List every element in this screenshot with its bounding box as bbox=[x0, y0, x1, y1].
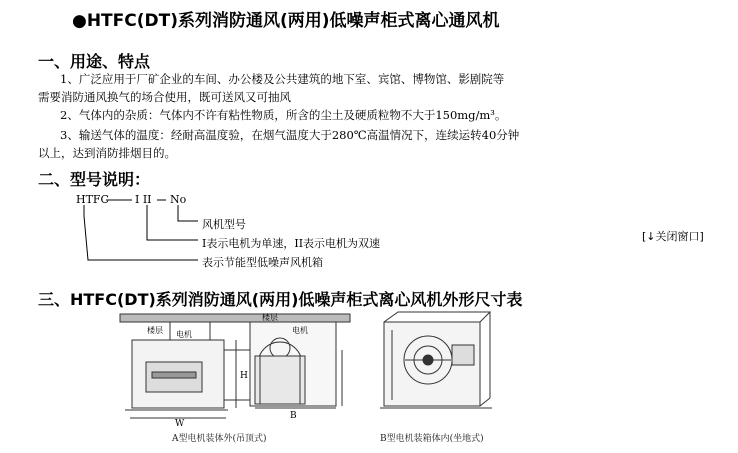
close-window-link[interactable]: [↓关闭窗口] bbox=[642, 230, 704, 243]
model-part-htfc: HTFC bbox=[76, 193, 109, 206]
section1-line-5: 以上，达到消防排烟目的。 bbox=[38, 146, 176, 160]
model-desc-3: 表示节能型低噪声风机箱 bbox=[202, 256, 323, 269]
svg-text:W: W bbox=[175, 419, 185, 429]
svg-text:电机: 电机 bbox=[292, 326, 308, 335]
model-desc-2: I表示电机为单速，II表示电机为双速 bbox=[202, 237, 381, 250]
section1-line-2: 需要消防通风换气的场合使用，既可送风又可抽风 bbox=[38, 90, 291, 104]
svg-text:H: H bbox=[240, 371, 248, 381]
svg-text:B: B bbox=[290, 411, 297, 421]
label-a-floor: 楼层 bbox=[147, 326, 163, 335]
model-desc-1: 风机型号 bbox=[202, 218, 246, 231]
svg-text:电机: 电机 bbox=[176, 330, 192, 339]
section1-heading: 一、用途、特点 bbox=[38, 52, 151, 71]
model-part-no: No bbox=[170, 193, 187, 206]
caption-a: A型电机装体外(吊顶式) bbox=[172, 434, 267, 444]
caption-b: B型电机装箱体内(坐地式) bbox=[380, 434, 484, 444]
section1-line-3: 2、气体内的杂质：气体内不许有粘性物质，所含的尘土及硬质粒物不大于150mg/m³。 bbox=[60, 108, 507, 122]
section2-heading: 二、型号说明： bbox=[38, 170, 151, 189]
page-title: ●HTFC(DT)系列消防通风(两用)低噪声柜式离心通风机 bbox=[72, 11, 500, 31]
section1-line-1: 1、广泛应用于厂矿企业的车间、办公楼及公共建筑的地下室、宾馆、博物馆、影剧院等 bbox=[60, 72, 505, 86]
svg-text:楼层: 楼层 bbox=[262, 313, 278, 322]
section3-heading: 三、HTFC(DT)系列消防通风(两用)低噪声柜式离心风机外形尺寸表 bbox=[38, 290, 523, 309]
model-part-speed: I II bbox=[135, 193, 152, 206]
section1-line-4: 3、输送气体的温度：经耐高温度验，在烟气温度大于280℃高温情况下，连续运转40分钟 bbox=[60, 128, 520, 142]
